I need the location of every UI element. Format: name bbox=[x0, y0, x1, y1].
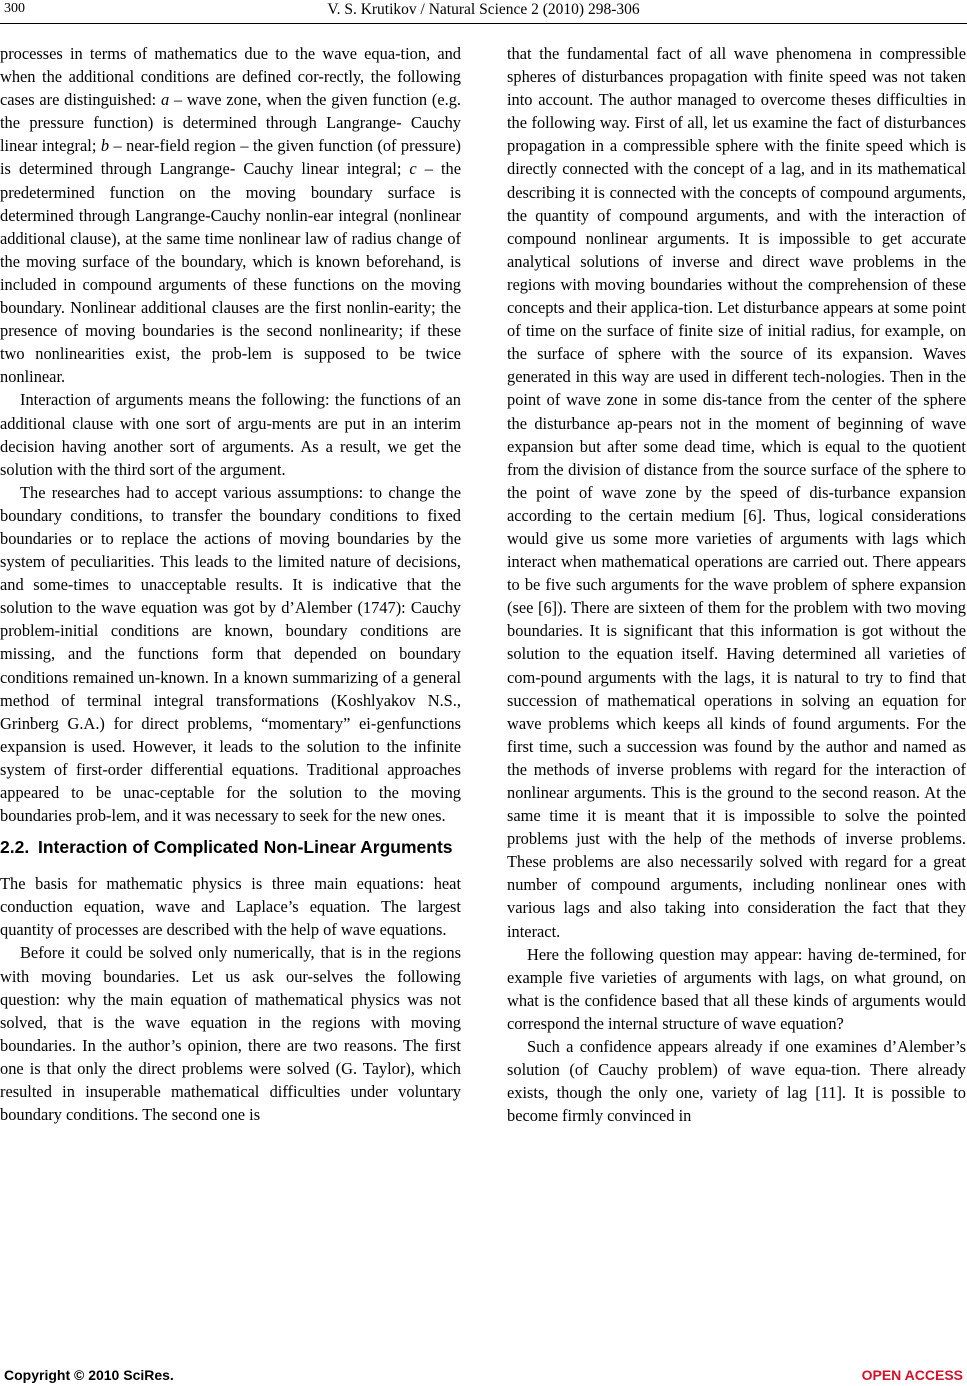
section-number: 2.2. bbox=[0, 837, 30, 858]
running-head: V. S. Krutikov / Natural Science 2 (2010) 298-306 bbox=[327, 1, 640, 18]
paragraph: Interaction of arguments means the following: the functions of an additional clause with one sort of argu-ments are put in an interim decision having another sort of arguments. As a result, we get the solution with the third sort of the argument. bbox=[0, 390, 461, 479]
paragraph: The researches had to accept various assumptions: to change the boundary conditions, to transfer the boundary conditions to fixed boundaries or to replace the actions of moving boundaries by the system of peculiarities. This leads to the limited nature of decisions, and some-times to unacceptable results. It is indicative that the solution to the wave equation was got by d’Alember (1747): Cauchy problem-initial conditions are known, boundary conditions are missing, and the functions form that depended on boundary conditions remained un-known. In a known summarizing of a general method of terminal integral transformations (Koshlyakov N.S., Grinberg G.A.) for direct problems, “momentary” ei-genfunctions expansion is used. However, it leads to the solution to the infinite system of first-order differential equations. Traditional approaches appeared to be unac-ceptable for the solution to the moving boundaries prob-lem, and it was necessary to seek for the new ones. bbox=[0, 482, 461, 826]
paragraph: Before it could be solved only numerically, that is in the regions with moving boundaries. Let us ask our-selves the following question: why the main equation of mathematical physics was not solved, that is the wave equation in the regions with moving boundaries. In the author’s opinion, there are two reasons. The first one is that only the direct problems were solved (G. Taylor), which resulted in insuperable mathematical difficulties under voluntary boundary conditions. The second one is bbox=[0, 943, 461, 1125]
paragraph: Here the following question may appear: having de-termined, for example five varieties of arguments with lags, on what ground, on what is the confidence based that all these kinds of arguments would correspond the internal structure of wave equation? bbox=[507, 944, 966, 1033]
page-header bbox=[0, 0, 967, 22]
paragraph: The basis for mathematic physics is three main equations: heat conduction equation, wave and Laplace’s equation. The largest quantity of processes are described with the help of wave equations. bbox=[0, 874, 461, 940]
section-heading bbox=[0, 836, 461, 859]
open-access-label: OPEN ACCESS bbox=[861, 1367, 963, 1383]
paragraph bbox=[0, 42, 461, 388]
text-run: – near-field region – the given function (of pressure) is determined through Langrange- Cauchy linear integral; bbox=[0, 136, 461, 179]
header-rule bbox=[0, 23, 967, 24]
text-run: – the predetermined function on the moving boundary surface is determined through Langrange-Cauchy nonlin-ear integral (nonlinear additional clause), at the same time nonlinear law of radius change of the moving surface of the boundary, which is known beforehand, is included in compound arguments of these functions on the moving boundary. Nonlinear additional clauses are the first nonlin-earity; the presence of moving boundaries is the second nonlinearity; if these two nonlinearities exist, the prob-lem is supposed to be twice nonlinear. bbox=[0, 159, 461, 387]
page-number: 300 bbox=[4, 1, 25, 16]
paragraph: that the fundamental fact of all wave phenomena in compressible spheres of disturbances propagation with finite speed was not taken into account. The author managed to overcome theses difficulties in the following way. First of all, let us examine the fact of disturbances propagation in a compressible sphere with the finite speed which is directly connected with the concept of a lag, and in its mathematical describing it is connected with the concepts of compound arguments, the quantity of compound arguments, and with the interaction of compound nonlinear arguments. It is impossible to get accurate analytical solutions of inverse and direct wave problems in the regions with moving boundaries without the comprehension of these concepts and their applica-tion. Let disturbance appears at some point of time on the surface of finite size of initial radius, for example, on the surface of sphere with the source of its expansion. Waves generated in this way are used in different tech-nologies. Then in the point of wave zone in some dis-tance from the center of the sphere the disturbance ap-pears not in the moment of beginning of wave expansion but after some dead time, which is equal to the quotient from the division of distance from the source surface of the sphere to the point of wave zone by the speed of dis-turbance expansion according to the certain medium [6]. Thus, logical considerations would give us some more varieties of arguments with lags which interact when mathematical operations are carried out. There appears to be five such arguments for the wave problem of sphere expansion (see [6]). There are sixteen of them for the problem with two moving boundaries. It is significant that this information is got without the solution to the equation itself. Having determined all varieties of com-pound arguments with the lags, it is natural to try to find that succession of mathematical operations in solving an equation for wave problems which keeps all kinds of found arguments. For the first time, such a succession was found by the author and named as the methods of inverse problems with regard for the interaction of nonlinear arguments. This is the ground to the second reason. At the same time it is meant that it is impossible to solve the pointed problems just with the help of the methods of inverse problems. These problems are also necessarily solved with regard for a great number of compound arguments, including nonlinear ones with various lags and also taking into consideration the fact that they interact. bbox=[507, 44, 966, 941]
left-column bbox=[0, 42, 461, 1126]
right-column bbox=[507, 42, 966, 1127]
case-label-c: c bbox=[409, 159, 417, 179]
case-label-b: b bbox=[100, 136, 110, 156]
section-title: Interaction of Complicated Non-Linear Arguments bbox=[38, 837, 453, 858]
text-run: processes in terms of mathematics due to the wave equa-tion, and when the additional conditions are defined cor-rectly, the following cases are distinguished: bbox=[0, 44, 461, 110]
paragraph: Such a confidence appears already if one examines d’Alember’s solution (of Cauchy problem) of wave equa-tion. There already exists, though the only one, variety of lag [11]. It is possible to become firmly convinced in bbox=[507, 1037, 966, 1126]
text-run: – wave zone, when the given function (e.g. the pressure function) is determined through Langrange- Cauchy linear integral; bbox=[0, 90, 461, 156]
copyright-notice: Copyright © 2010 SciRes. bbox=[4, 1367, 174, 1383]
case-label-a: a bbox=[160, 90, 170, 110]
page-footer bbox=[0, 1367, 967, 1386]
